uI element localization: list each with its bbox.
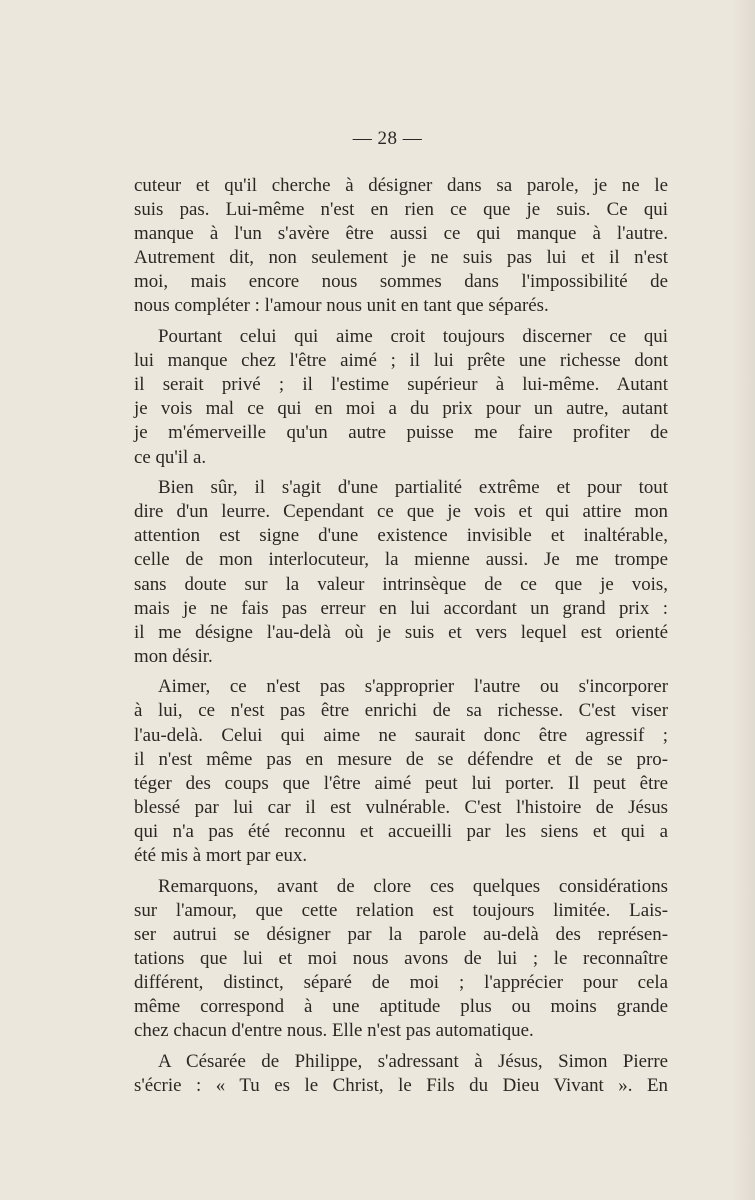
text-line: Aimer, ce n'est pas s'approprier l'autre ou s'incorporer	[158, 676, 668, 698]
text-line: il me désigne l'au-delà où je suis et vers lequel est orienté	[134, 621, 668, 643]
text-line: il serait privé ; il l'estime supérieur à lui-même. Autant	[134, 374, 668, 396]
text-line: téger des coups que l'être aimé peut lui porter. Il peut être	[134, 772, 668, 794]
paragraph	[134, 875, 668, 1044]
text-line: différent, distinct, séparé de moi ; l'apprécier pour cela	[134, 972, 668, 993]
text-line: il n'est même pas en mesure de se défendre et de se pro-	[134, 748, 668, 770]
text-line: dire d'un leurre. Cependant ce que je vois et qui attire mon	[134, 501, 668, 523]
text-line: A Césarée de Philippe, s'adressant à Jésus, Simon Pierre	[158, 1050, 668, 1072]
text-line: ce qu'il a.	[134, 446, 207, 468]
text-line: chez chacun d'entre nous. Elle n'est pas automatique.	[134, 1020, 534, 1042]
text-line: mon désir.	[134, 645, 213, 667]
text-line: suis pas. Lui-même n'est en rien ce que je suis. Ce qui	[134, 199, 668, 221]
text-line: celle de mon interlocuteur, la mienne aussi. Je me trompe	[134, 549, 668, 571]
text-line: Bien sûr, il s'agit d'une partialité extrême et pour tout	[158, 477, 668, 499]
paragraph	[134, 675, 668, 868]
text-line: même correspond à une aptitude plus ou moins grande	[134, 996, 668, 1018]
page-number: — 28 —	[352, 128, 423, 149]
text-line: je m'émerveille qu'un autre puisse me faire profiter de	[134, 422, 668, 444]
paragraph	[134, 325, 668, 470]
text-line: s'écrie : « Tu es le Christ, le Fils du Dieu Vivant ». En	[134, 1074, 668, 1096]
text-line: attention est signe d'une existence invisible et inaltérable,	[134, 525, 668, 547]
text-line: nous compléter : l'amour nous unit en tant que séparés.	[134, 295, 549, 317]
paragraph	[134, 1050, 668, 1098]
text-line: blessé par lui car il est vulnérable. C'est l'histoire de Jésus	[134, 796, 668, 818]
text-line: Autrement dit, non seulement je ne suis pas lui et il n'est	[134, 247, 668, 269]
paragraph	[134, 174, 668, 319]
text-line: je vois mal ce qui en moi a du prix pour un autre, autant	[134, 398, 668, 420]
body-text	[134, 174, 668, 1104]
text-line: cuteur et qu'il cherche à désigner dans sa parole, je ne le	[134, 175, 668, 196]
page-edge-shadow	[731, 0, 755, 1200]
text-line: été mis à mort par eux.	[134, 845, 308, 867]
text-line: ser autrui se désigner par la parole au-delà des représen-	[134, 923, 668, 945]
text-line: à lui, ce n'est pas être enrichi de sa richesse. C'est viser	[134, 700, 668, 722]
text-line: l'au-delà. Celui qui aime ne saurait donc être agressif ;	[134, 724, 668, 746]
text-line: qui n'a pas été reconnu et accueilli par les siens et qui a	[134, 820, 668, 842]
text-line: manque à l'un s'avère être aussi ce qui manque à l'autre.	[134, 223, 668, 245]
paragraph	[134, 476, 668, 669]
text-line: Pourtant celui qui aime croit toujours discerner ce qui	[158, 326, 668, 348]
text-line: mais je ne fais pas erreur en lui accordant un grand prix :	[134, 597, 668, 619]
text-line: tations que lui et moi nous avons de lui ; le reconnaître	[134, 947, 668, 969]
text-line: sur l'amour, que cette relation est toujours limitée. Lais-	[134, 899, 668, 921]
text-line: sans doute sur la valeur intrinsèque de ce que je vois,	[134, 573, 668, 595]
text-line: Remarquons, avant de clore ces quelques considérations	[158, 875, 668, 897]
text-line: lui manque chez l'être aimé ; il lui prête une richesse dont	[134, 350, 668, 372]
text-line: moi, mais encore nous sommes dans l'impossibilité de	[134, 271, 668, 293]
